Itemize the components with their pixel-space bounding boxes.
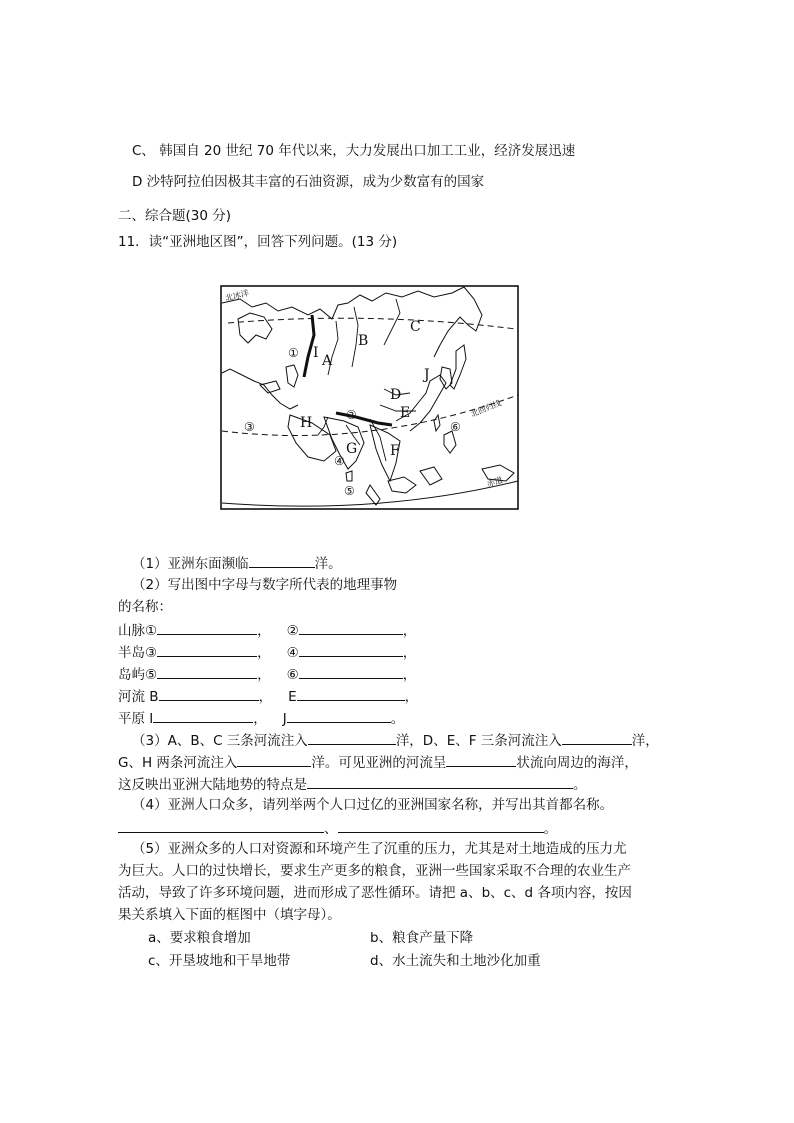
answer-blank[interactable] [297, 685, 405, 701]
row-end: 。 [390, 711, 405, 727]
label-c: C [410, 319, 421, 335]
q3-text: G、H 两条河流注入 [118, 755, 238, 771]
row-end: ， [402, 667, 417, 683]
row-end: ， [402, 623, 417, 639]
q11-part1-text: （1）亚洲东面濒临 [132, 556, 249, 572]
q3-text: 洋，D、E、F 三条河流注入 [395, 733, 562, 749]
label-6: ⑥ [450, 420, 461, 434]
q11-part1 [132, 552, 342, 574]
label-arctic-ocean: 北冰洋 [224, 288, 250, 303]
q11-part5-line4: 果关系填入下面的框图中（填字母）。 [118, 907, 341, 923]
label-a: A [322, 353, 333, 369]
row-islands [118, 663, 416, 685]
item-a: a、要求粮食增加 [148, 930, 251, 946]
label-e: E [400, 405, 411, 421]
answer-blank[interactable] [299, 641, 403, 657]
q11-part2-line1: （2）写出图中字母与数字所代表的地理事物 [132, 577, 398, 593]
q11-part2-line2: 的名称： [118, 599, 172, 615]
label-2: ② [346, 408, 357, 422]
option-d: D 沙特阿拉伯因极其丰富的石油资源，成为少数富有的国家 [132, 174, 485, 190]
answer-blank[interactable] [159, 685, 259, 701]
row-label: 岛屿⑤ [118, 667, 158, 683]
answer-blank[interactable] [237, 751, 311, 767]
row-label-b: ⑥ [286, 667, 299, 683]
q4-end: 。 [543, 821, 557, 837]
label-4: ④ [334, 454, 345, 468]
option-c: C、 韩国自 20 世纪 70 年代以来，大力发展出口加工工业，经济发展迅速 [132, 143, 576, 159]
q3-text: 。 [573, 777, 587, 793]
item-d: d、水土流失和土地沙化加重 [370, 953, 541, 969]
row-label-b: ② [286, 623, 299, 639]
row-label: 河流 B [118, 689, 159, 705]
row-end: ， [404, 689, 419, 705]
answer-blank[interactable] [308, 729, 396, 745]
row-label-b: ④ [286, 645, 299, 661]
row-plains [118, 707, 404, 729]
answer-blank[interactable] [338, 817, 544, 833]
q3-text: 洋。可见亚洲的河流呈 [311, 755, 447, 771]
row-label: 山脉① [118, 623, 158, 639]
q11-part4: （4）亚洲人口众多，请列举两个人口过亿的亚洲国家名称，并写出其首都名称。 [132, 797, 614, 813]
q3-text: 状流向周边的海洋， [516, 755, 638, 771]
label-i: I [313, 345, 319, 361]
answer-blank[interactable] [562, 729, 632, 745]
label-d: D [390, 387, 402, 403]
q11-part5-line3: 活动，导致了许多环境问题，进而形成了恶性循环。请把 a、b、c、d 各项内容，按因 [118, 885, 632, 901]
q11-part4-answers [118, 817, 557, 839]
label-h: H [300, 415, 313, 431]
row-peninsulas [118, 641, 416, 663]
q11-stem: 11．读“亚洲地区图”，回答下列问题。(13 分) [118, 234, 398, 250]
section-title: 二、综合题(30 分) [118, 208, 232, 224]
answer-blank[interactable] [307, 773, 573, 789]
q3-text: （3）A、B、C 三条河流注入 [132, 733, 308, 749]
answer-blank[interactable] [153, 707, 253, 723]
item-c: c、开垦坡地和干旱地带 [148, 953, 291, 969]
row-end: ， [402, 645, 417, 661]
row-label: 平原 I [118, 711, 154, 727]
answer-blank[interactable] [157, 641, 257, 657]
q11-part3-line2 [118, 751, 638, 773]
q3-text: 洋， [631, 733, 659, 749]
label-tropic: 北回归线 [469, 398, 503, 419]
answer-blank[interactable] [446, 751, 516, 767]
answer-blank[interactable] [287, 707, 391, 723]
label-g: G [346, 441, 358, 457]
row-rivers [118, 685, 418, 707]
row-sep: ， [257, 623, 271, 639]
row-label-b: E [288, 689, 297, 705]
q3-text: 这反映出亚洲大陆地势的特点是 [118, 777, 307, 793]
q11-part5-line2: 为巨大。人口的过快增长，要求生产更多的粮食，亚洲一些国家采取不合理的农业生产 [118, 863, 631, 879]
label-b: B [358, 333, 369, 349]
label-1: ① [288, 346, 299, 360]
q11-part5-line1: （5）亚洲众多的人口对资源和环境产生了沉重的压力，尤其是对土地造成的压力尤 [132, 841, 627, 857]
answer-blank[interactable] [157, 619, 257, 635]
row-sep: ， [257, 645, 271, 661]
row-label-b: J [282, 711, 287, 727]
row-label: 半岛③ [118, 645, 158, 661]
label-3: ③ [244, 420, 255, 434]
row-sep: ， [257, 667, 271, 683]
q11-part3-line3 [118, 773, 587, 795]
answer-blank[interactable] [299, 619, 403, 635]
label-equator: 赤道 [485, 475, 504, 489]
row-sep: ， [253, 711, 267, 727]
q11-part3-line1 [132, 729, 659, 751]
answer-blank[interactable] [118, 817, 324, 833]
q4-sep: 、 [324, 821, 338, 837]
label-j: J [424, 367, 430, 383]
label-5: ⑤ [344, 484, 355, 498]
row-sep: ， [258, 689, 273, 705]
answer-blank[interactable] [157, 663, 257, 679]
row-mountains [118, 619, 416, 641]
item-b: b、粮食产量下降 [370, 930, 474, 946]
asia-map [220, 285, 520, 511]
answer-blank-ocean[interactable] [249, 552, 315, 568]
label-f: F [390, 443, 400, 459]
q11-part1-end: 洋。 [314, 556, 342, 572]
answer-blank[interactable] [299, 663, 403, 679]
